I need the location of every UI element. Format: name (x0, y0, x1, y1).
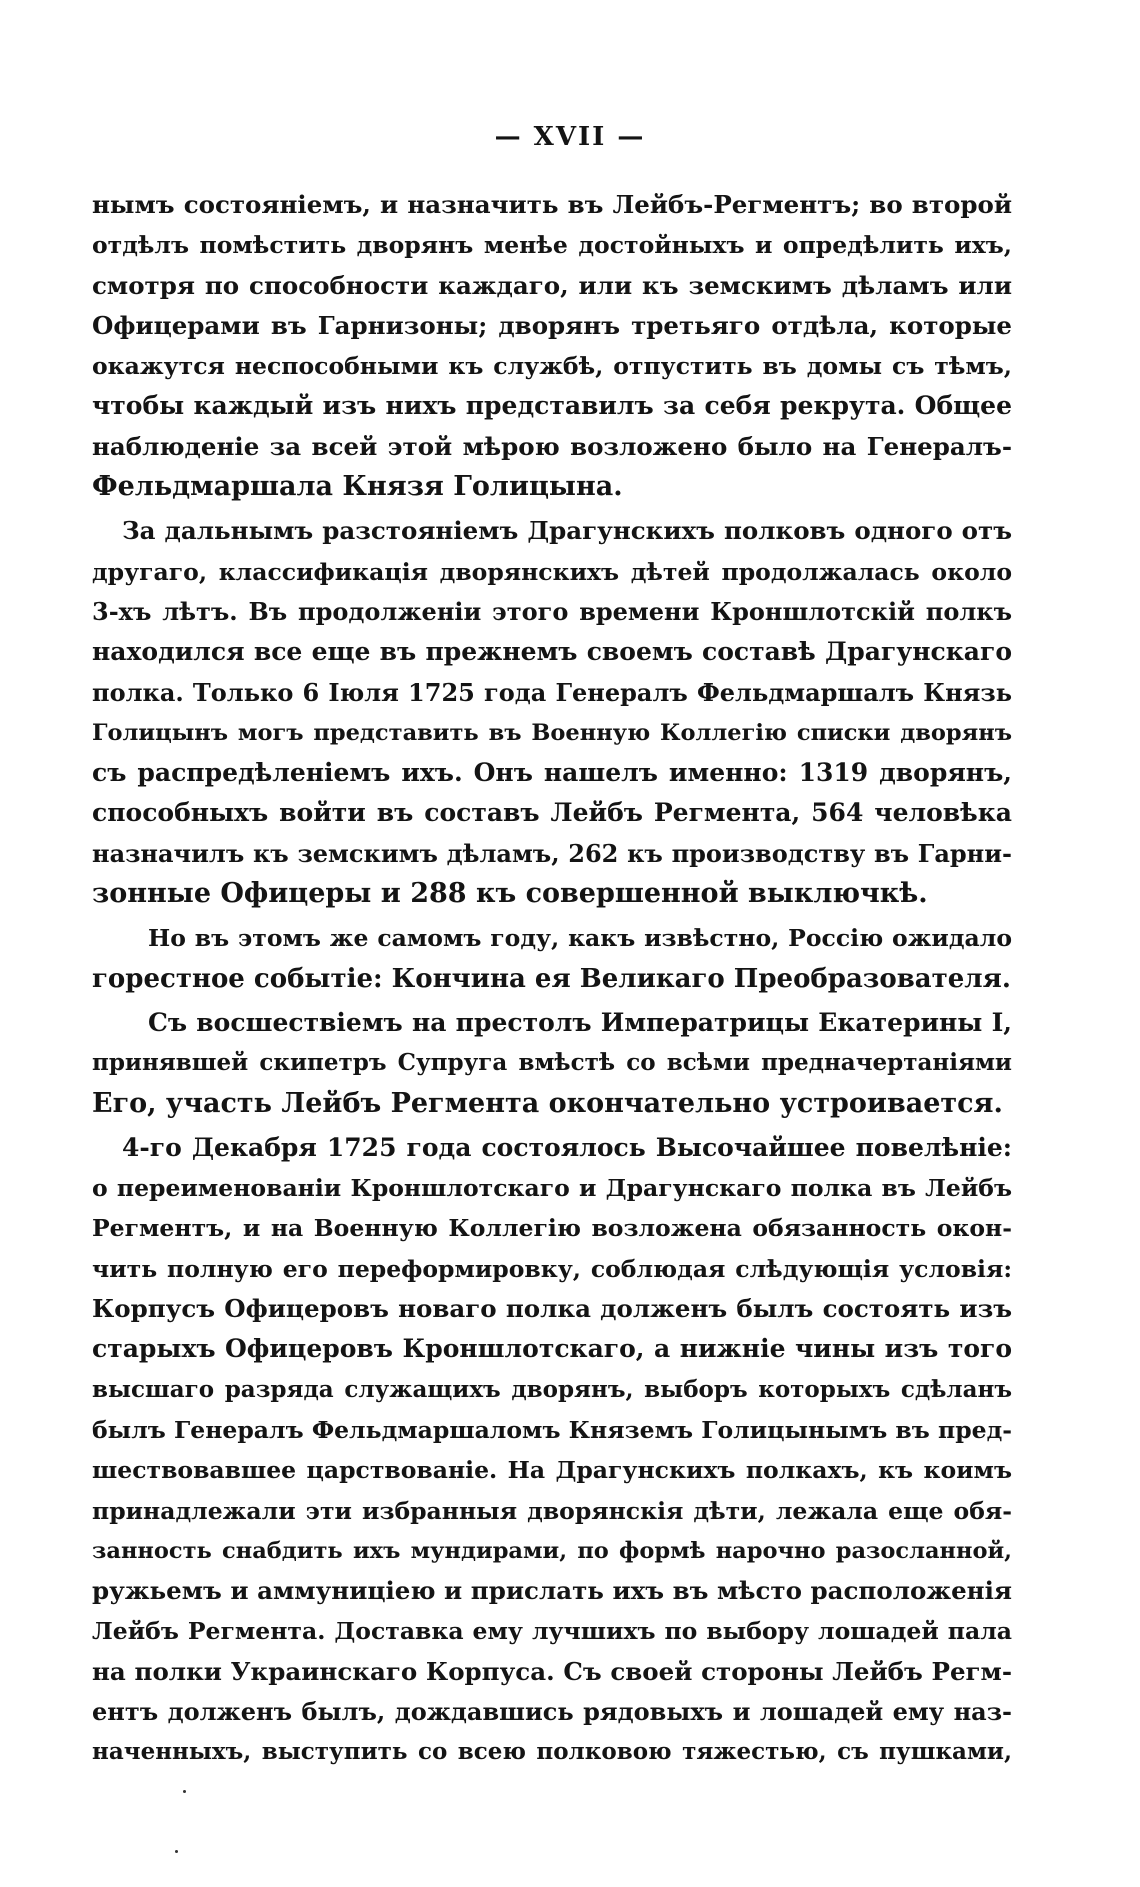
text-line: полка. Только 6 Іюля 1725 года Генералъ Фельдмаршалъ Князь (92, 677, 1012, 707)
text-line: назначилъ къ земскимъ дѣламъ, 262 къ производству въ Гарни- (92, 838, 1012, 868)
text-line: Голицынъ могъ представить въ Военную Коллегію списки дворянъ (92, 719, 1012, 746)
text-line: ружьемъ и аммуниціею и прислать ихъ въ мѣсто расположенія (92, 1576, 1012, 1606)
text-line: былъ Генералъ Фельдмаршаломъ Княземъ Голицынымъ въ пред- (92, 1415, 1012, 1444)
text-line: 4-го Декабря 1725 года состоялось Высочайшее повелѣніе: (122, 1132, 1012, 1162)
paragraph-5 (92, 1128, 1012, 1773)
print-speck (183, 1790, 186, 1793)
text-line: смотря по способности каждаго, или къ земскимъ дѣламъ или (92, 270, 1012, 300)
paragraph-4 (92, 1003, 1012, 1124)
text-line: способныхъ войти въ составъ Лейбъ Регмента, 564 человѣка (92, 798, 1012, 828)
text-line: чтобы каждый изъ нихъ представилъ за себя рекрута. Общее (92, 391, 1012, 421)
text-line: о переименованіи Кроншлотскаго и Драгунскаго полка въ Лейбъ (92, 1174, 1012, 1203)
text-line: Офицерами въ Гарнизоны; дворянъ третьяго отдѣла, которые (92, 310, 1012, 340)
text-line: находился все еще въ прежнемъ своемъ составѣ Драгунскаго (92, 637, 1012, 667)
print-speck (175, 1850, 178, 1853)
paragraph-1 (92, 185, 1012, 507)
text-line: чить полную его переформировку, соблюдая слѣдующія условія: (92, 1254, 1012, 1283)
body-text (92, 185, 1012, 1773)
text-line: на полки Украинскаго Корпуса. Съ своей стороны Лейбъ Регм- (92, 1656, 1012, 1686)
text-line: За дальнымъ разстояніемъ Драгунскихъ полковъ одного отъ (122, 516, 1012, 546)
text-line: принявшей скипетръ Супруга вмѣстѣ со всѣми предначертаніями (92, 1049, 1012, 1077)
text-line: Съ восшествіемъ на престолъ Императрицы Екатерины I, (148, 1007, 1012, 1037)
text-line: занность снабдить ихъ мундирами, по формѣ нарочно разосланной, (92, 1537, 1012, 1564)
text-line: шествовавшее царствованіе. На Драгунскихъ полкахъ, къ коимъ (92, 1456, 1012, 1485)
text-line: Фельдмаршала Князя Голицына. (92, 471, 623, 503)
text-line: принадлежали эти избранныя дворянскія дѣти, лежала еще обя- (92, 1496, 1012, 1525)
text-line: съ распредѣленіемъ ихъ. Онъ нашелъ именно: 1319 дворянъ, (92, 758, 1012, 788)
text-line: другаго, классификація дворянскихъ дѣтей продолжалась около (92, 557, 1012, 586)
text-line: наченныхъ, выступить со всею полковою тяжестью, съ пушками, (92, 1738, 1012, 1766)
text-line: Но въ этомъ же самомъ году, какъ извѣстно, Россію ожидало (148, 924, 1012, 953)
text-line: зонные Офицеры и 288 къ совершенной выключкѣ. (92, 878, 928, 910)
text-line: наблюденіе за всей этой мѣрою возложено было на Генералъ- (92, 431, 1012, 461)
text-line: окажутся неспособными къ службѣ, отпустить въ домы съ тѣмъ, (92, 352, 1012, 381)
text-line: Его, участь Лейбъ Регмента окончательно устроивается. (92, 1087, 1003, 1119)
text-line: Корпусъ Офицеровъ новаго полка долженъ былъ состоять изъ (92, 1294, 1012, 1324)
text-line: старыхъ Офицеровъ Кроншлотскаго, а нижніе чины изъ того (92, 1334, 1012, 1364)
text-line: 3-хъ лѣтъ. Въ продолженіи этого времени Кроншлотскій полкъ (92, 596, 1012, 626)
text-line: Регментъ, и на Военную Коллегію возложена обязанность окон- (92, 1214, 1012, 1243)
paragraph-3 (92, 918, 1012, 999)
text-line: горестное событіе: Кончина ея Великаго Преобразователя. (92, 963, 1011, 994)
text-line: Лейбъ Регмента. Доставка ему лучшихъ по выбору лошадей пала (92, 1617, 1012, 1646)
text-line: отдѣлъ помѣстить дворянъ менѣе достойныхъ и опредѣлить ихъ, (92, 231, 1012, 260)
paragraph-2 (92, 511, 1012, 914)
page-number: — XVII — (494, 122, 646, 152)
text-line: нымъ состояніемъ, и назначить въ Лейбъ-Регментъ; во второй (92, 190, 1012, 219)
text-line: высшаго разряда служащихъ дворянъ, выборъ которыхъ сдѣланъ (92, 1375, 1012, 1403)
text-line: ентъ долженъ былъ, дождавшись рядовыхъ и лошадей ему наз- (92, 1696, 1012, 1726)
